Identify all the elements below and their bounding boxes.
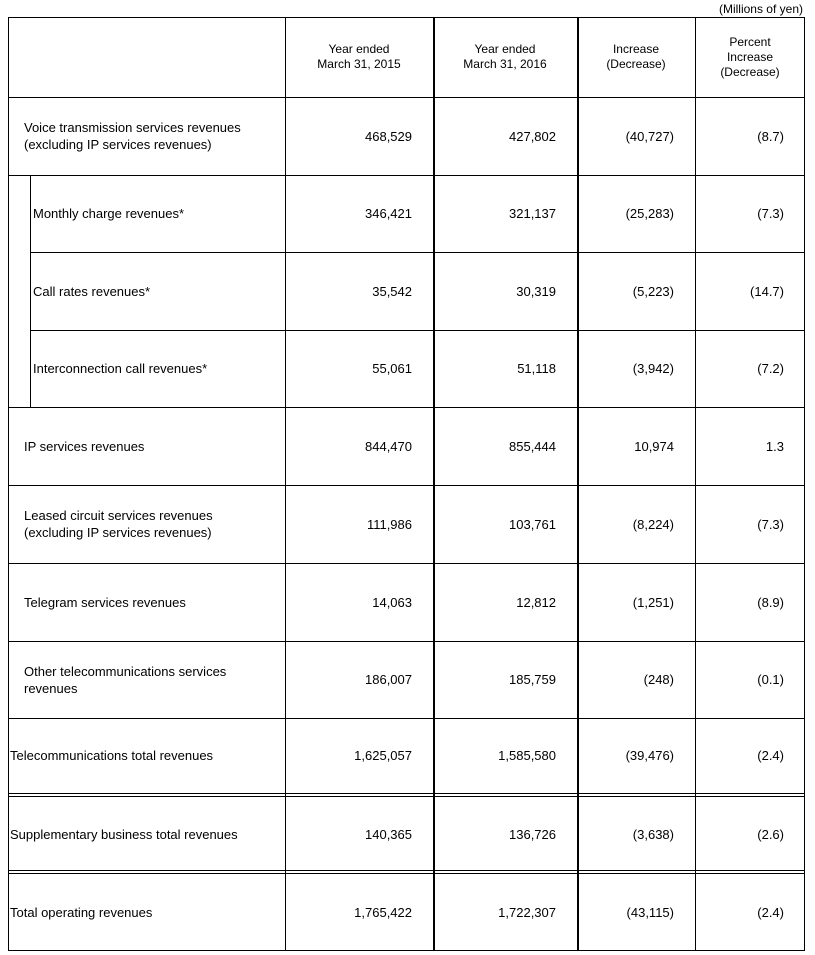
column-divider: [285, 17, 286, 951]
row-value-inc: (43,115): [626, 904, 674, 920]
row-value-y2016: 185,759: [509, 672, 556, 687]
revenue-table: [8, 17, 805, 951]
row-value-y2015: 468,529: [365, 128, 412, 144]
row-label: Telegram services revenues: [24, 594, 186, 610]
row-value-inc: (3,638): [632, 827, 674, 842]
row-value-pct: (8.7): [757, 128, 784, 144]
row-divider: [8, 796, 805, 797]
row-value-pct: (7.3): [757, 206, 784, 221]
column-divider: [695, 17, 696, 951]
row-divider: [8, 873, 805, 874]
row-label: Interconnection call revenues*: [33, 361, 208, 376]
row-divider: [8, 563, 805, 564]
row-value-y2016: 427,802: [509, 128, 556, 144]
row-label: Monthly charge revenues*: [33, 206, 185, 221]
row-value-inc: (40,727): [625, 128, 674, 144]
header-increase: Increase (Decrease): [606, 42, 666, 71]
row-value-inc: 10,974: [634, 438, 674, 454]
row-value-y2016: 51,118: [517, 361, 556, 376]
table-border-right: [804, 17, 805, 951]
table-border-top: [8, 17, 805, 18]
row-value-pct: (2.6): [757, 827, 784, 842]
table-border-bottom: [8, 950, 805, 951]
row-value-y2015: 55,061: [372, 361, 412, 376]
row-value-y2016: 1,585,580: [498, 748, 556, 763]
row-value-y2015: 1,765,422: [354, 904, 412, 920]
row-value-inc: (25,283): [625, 206, 674, 221]
row-divider: [8, 870, 805, 871]
column-divider: [433, 17, 435, 951]
row-label: Voice transmission services revenues (excluding IP services revenues): [24, 120, 241, 152]
row-value-y2015: 346,421: [365, 206, 412, 221]
row-value-y2016: 103,761: [509, 516, 556, 532]
row-value-y2016: 321,137: [509, 206, 556, 221]
row-divider: [8, 793, 805, 794]
row-value-y2016: 30,319: [516, 283, 556, 299]
row-value-pct: (14.7): [750, 283, 784, 299]
row-value-y2015: 140,365: [365, 827, 412, 842]
row-label: Total operating revenues: [10, 904, 153, 920]
row-label: Call rates revenues*: [33, 283, 151, 299]
row-value-y2015: 844,470: [365, 438, 412, 454]
row-value-pct: (2.4): [757, 904, 784, 920]
row-divider: [8, 718, 805, 719]
row-value-y2016: 12,812: [516, 594, 556, 610]
row-value-y2015: 35,542: [372, 283, 412, 299]
row-value-y2015: 1,625,057: [354, 748, 412, 763]
row-label: Leased circuit services revenues (excluding IP services revenues): [24, 508, 213, 540]
row-value-y2016: 855,444: [509, 438, 556, 454]
indent-divider: [30, 175, 31, 407]
header-year-2015: Year ended March 31, 2015: [317, 42, 401, 71]
row-divider: [8, 407, 805, 408]
row-value-y2016: 1,722,307: [498, 904, 556, 920]
row-value-inc: (3,942): [632, 361, 674, 376]
table-border-left: [8, 17, 9, 951]
row-value-y2015: 111,986: [366, 516, 412, 532]
row-label: IP services revenues: [24, 438, 145, 454]
row-value-pct: (2.4): [757, 748, 784, 763]
row-value-pct: (0.1): [757, 672, 784, 687]
row-value-pct: (7.3): [757, 516, 784, 532]
row-value-pct: (8.9): [757, 594, 784, 610]
header-year-2016: Year ended March 31, 2016: [463, 42, 547, 71]
row-value-y2015: 14,063: [372, 594, 412, 610]
row-divider: [30, 252, 805, 253]
header-percent-increase: Percent Increase (Decrease): [720, 34, 780, 79]
row-label: Other telecommunications services revenues: [24, 663, 227, 696]
row-value-pct: 1.3: [765, 438, 784, 454]
row-divider: [8, 485, 805, 486]
row-value-pct: (7.2): [757, 361, 784, 376]
units-note: (Millions of yen): [718, 2, 803, 16]
row-divider: [8, 641, 805, 642]
column-divider: [577, 17, 579, 951]
row-value-y2016: 136,726: [509, 827, 556, 842]
row-value-inc: (39,476): [625, 748, 674, 763]
row-divider: [8, 97, 805, 98]
row-value-inc: (8,224): [632, 516, 674, 532]
row-label: Supplementary business total revenues: [10, 827, 238, 842]
row-divider: [30, 330, 805, 331]
row-value-inc: (1,251): [632, 594, 674, 610]
row-value-y2015: 186,007: [365, 672, 412, 687]
row-divider: [8, 175, 805, 176]
row-value-inc: (5,223): [632, 283, 674, 299]
row-value-inc: (248): [643, 672, 674, 687]
row-label: Telecommunications total revenues: [10, 748, 214, 763]
